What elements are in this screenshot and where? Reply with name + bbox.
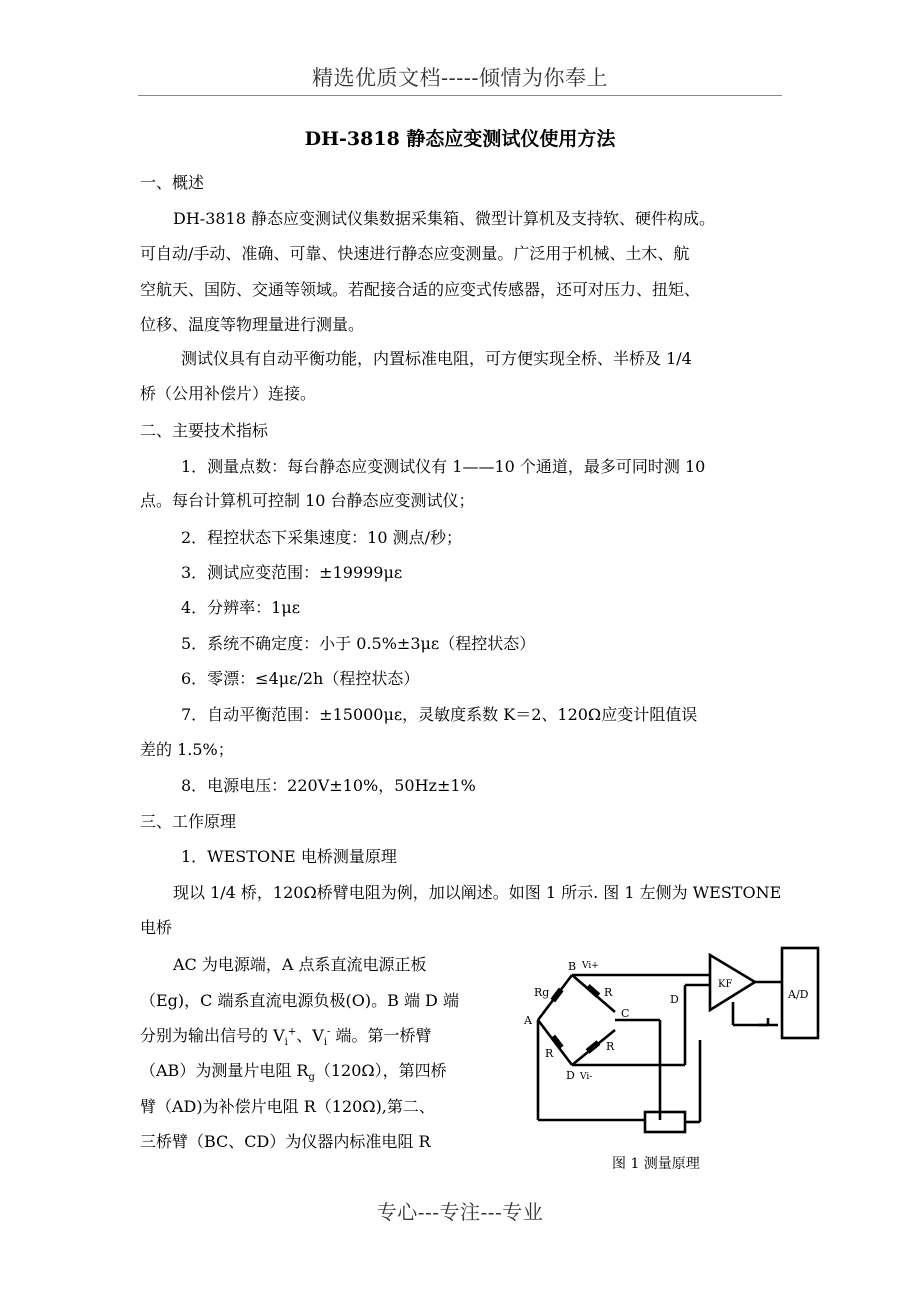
spec-item-2: 2．程控状态下采集速度：10 测点/秒；: [181, 528, 463, 547]
s1-p1-line-3: 空航天、国防、交通等领域。若配接合适的应变式传感器，还可对压力、扭矩、: [140, 280, 701, 299]
document-title: DH-3818 静态应变测试仪使用方法: [304, 128, 616, 150]
header-divider: [138, 95, 782, 96]
spec-item-3: 3．测试应变范围：±19999με: [181, 563, 403, 582]
label-r-bc: R: [604, 986, 613, 999]
label-node-c: C: [621, 1007, 630, 1020]
section-3-subheading: 1．WESTONE 电桥测量原理: [181, 847, 397, 866]
section-1-heading: 一、概述: [140, 173, 205, 192]
label-kf: KF: [718, 979, 733, 990]
label-node-d: D: [566, 1069, 575, 1082]
spec-item-6: 6．零漂：≤4με/2h（程控状态）: [181, 669, 420, 688]
spec-item-7: 7．自动平衡范围：±15000με，灵敏度系数 K＝2、120Ω应变计阻值误: [181, 705, 698, 724]
section-3-heading: 三、工作原理: [140, 812, 237, 831]
spec-item-8: 8．电源电压：220V±10%，50Hz±1%: [181, 776, 476, 795]
spec-item-5: 5．系统不确定度：小于 0.5%±3με（程控状态）: [181, 634, 536, 653]
spec-item-4: 4．分辨率：1με: [181, 598, 301, 617]
bridge-circuit-diagram: [520, 940, 820, 1140]
page-header: 精选优质文档-----倾情为你奉上: [312, 66, 608, 90]
label-node-b: B: [568, 960, 577, 973]
s1-p2-line-1: 测试仪具有自动平衡功能，内置标准电阻，可方便实现全桥、半桥及 1/4: [181, 349, 692, 368]
label-rg: Rg: [534, 986, 550, 999]
label-r-ad: R: [545, 1047, 554, 1060]
s3-p2-line-4: （AB）为测量片电阻 $R_g(120\Omega)$，第四桥: [140, 1061, 447, 1084]
s1-p1-line-2: 可自动/手动、准确、可靠、快速进行静态应变测量。广泛用于机械、土木、航: [140, 244, 690, 263]
label-vi-plus: Vi+: [582, 961, 599, 971]
label-vi-minus: Vi-: [580, 1072, 593, 1082]
label-r-cd: R: [606, 1040, 615, 1053]
s1-p1-line-1: DH-3818 静态应变测试仪集数据采集箱、微型计算机及支持软、硬件构成。: [173, 209, 715, 228]
page-footer: 专心---专注---专业: [376, 1200, 544, 1224]
section-2-heading: 二、主要技术指标: [140, 421, 269, 440]
s3-p2-line-3: 分别为输出信号的 $V_i^+$、$V_i^-$ 端。第一桥臂: [140, 1026, 432, 1049]
s3-p1-line-2: 电桥: [140, 918, 173, 937]
label-d-line: D: [670, 993, 679, 1006]
figure-caption: 图 1 测量原理: [612, 1156, 700, 1172]
spec-item-1: 1．测量点数：每台静态应变测试仪有 1——10 个通道，最多可同时测 10: [181, 457, 706, 476]
s3-p2-line-6: 三桥臂（BC、CD）为仪器内标准电阻 R: [140, 1132, 431, 1151]
label-ad: A/D: [788, 988, 809, 1001]
s3-p2-line-2: （Eg)，C 端系直流电源负极(O)。B 端 D 端: [140, 991, 459, 1010]
s3-p1-line-1: 现以 1/4 桥，120Ω桥臂电阻为例，加以阐述。如图 1 所示. 图 1 左侧为 WESTONE: [173, 883, 782, 902]
s1-p1-line-4: 位移、温度等物理量进行测量。: [140, 315, 365, 334]
s3-p2-line-1: AC 为电源端，A 点系直流电源正板: [173, 955, 427, 974]
s3-p2-line-5: 臂（AD)为补偿片电阻 R（120Ω),第二、: [140, 1097, 435, 1116]
spec-item-1-cont: 点。每台计算机可控制 10 台静态应变测试仪；: [140, 491, 475, 510]
s1-p2-line-2: 桥（公用补偿片）连接。: [140, 384, 317, 403]
label-node-a: A: [524, 1014, 532, 1027]
spec-item-7-cont: 差的 1.5%；: [140, 740, 234, 759]
